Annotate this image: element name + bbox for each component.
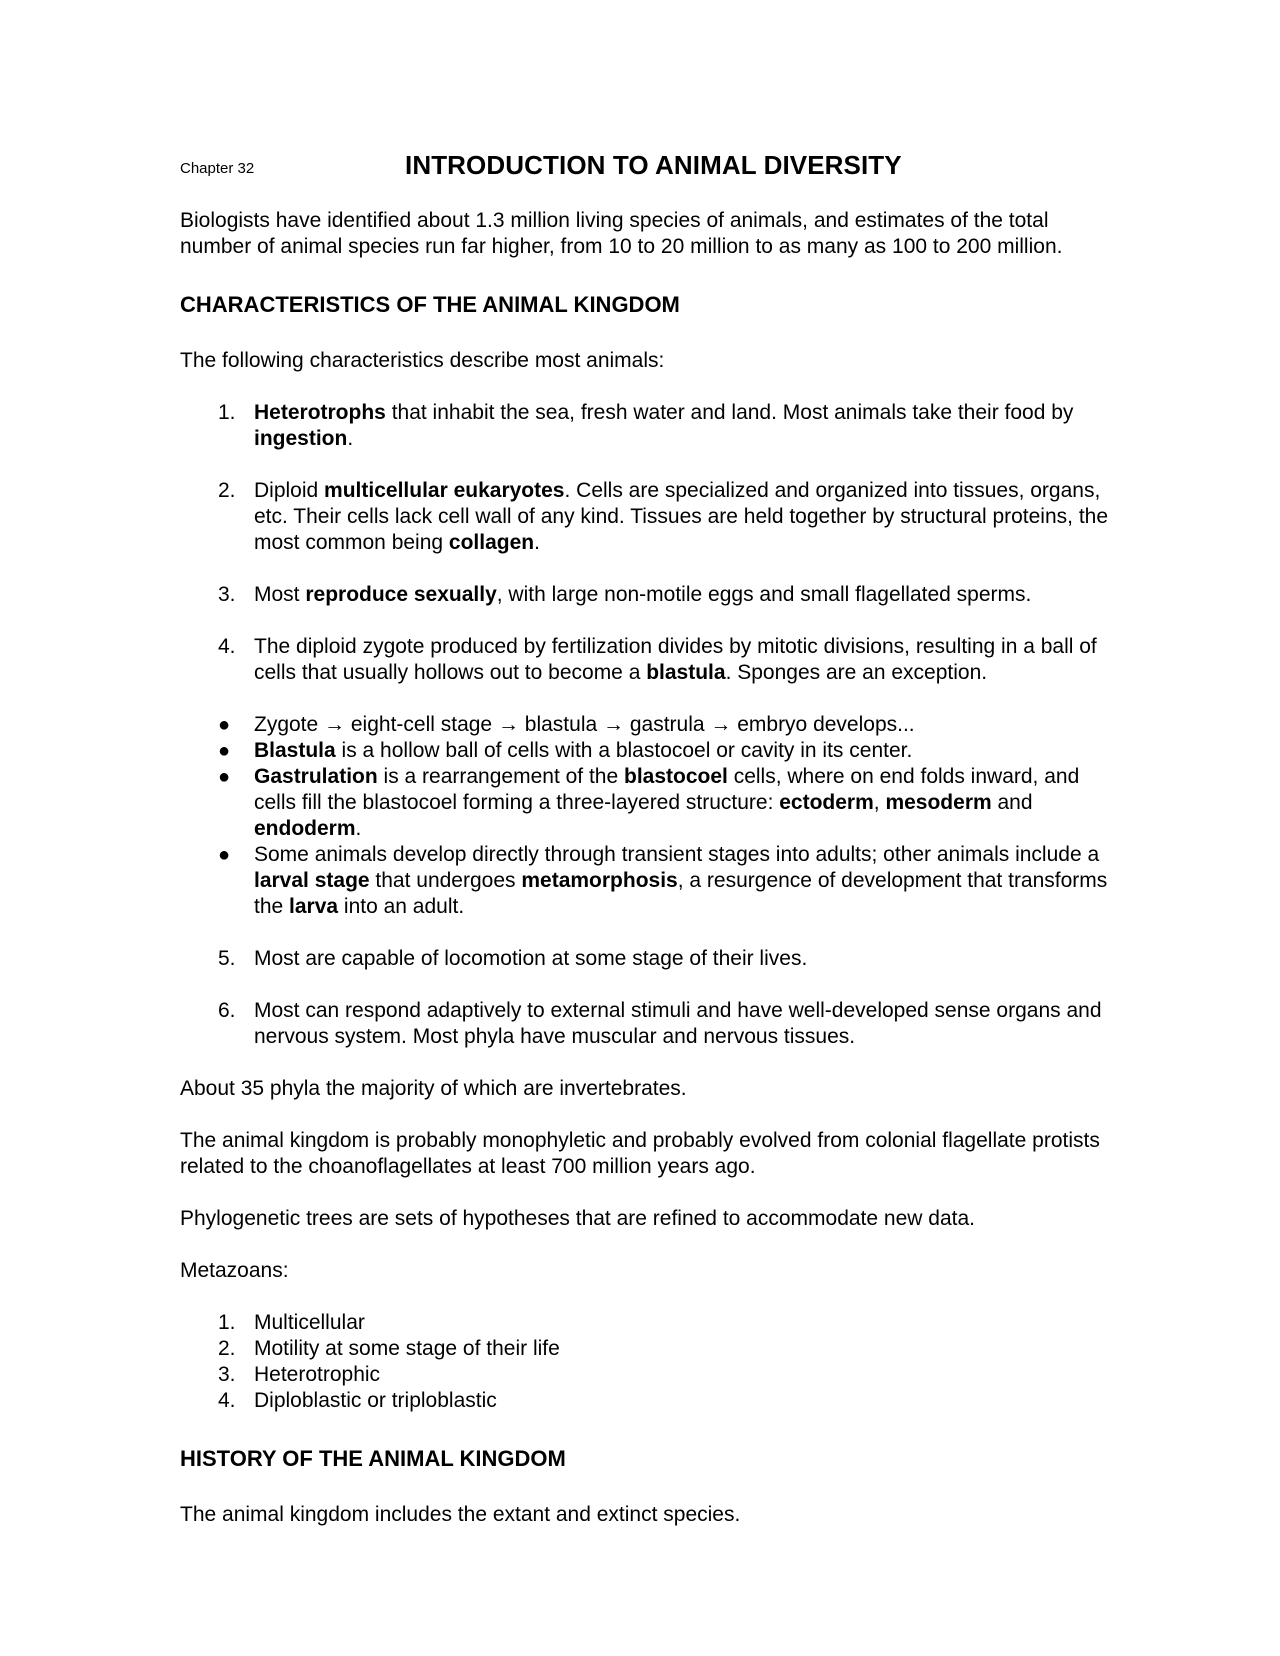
text-span: that undergoes <box>369 869 522 892</box>
text-span: Most <box>254 583 306 606</box>
text-span: Motility at some stage of their life <box>254 1337 560 1360</box>
metazoans-list <box>180 1310 1110 1414</box>
bold-term: ectoderm <box>779 791 874 814</box>
text-span: is a hollow ball of cells with a blastocoel or cavity in its center. <box>335 739 913 762</box>
lead-paragraph: The following characteristics describe most animals: <box>180 349 665 372</box>
list-number: 3. <box>218 583 236 606</box>
text-span: into an adult. <box>338 895 465 918</box>
bold-term: multicellular eukaryotes <box>324 479 565 502</box>
bullet-dot-icon: ● <box>218 844 231 866</box>
characteristics-list <box>180 400 1110 686</box>
intro-paragraph: Biologists have identified about 1.3 million living species of animals, and estimates of the total number of animal species run far higher, from 10 to 20 million to as many as 100 to 200 million. <box>180 209 1063 258</box>
section-heading-history: HISTORY OF THE ANIMAL KINGDOM <box>180 1446 566 1471</box>
body-paragraph: About 35 phyla the majority of which are invertebrates. <box>180 1077 687 1100</box>
text-span: Most can respond adaptively to external stimuli and have well-developed sense organs and nervous system. Most phyla have muscular and nervous tissues. <box>254 999 1102 1048</box>
text-span: . <box>347 427 354 450</box>
bold-term: larva <box>289 895 339 918</box>
body-paragraph: The animal kingdom is probably monophyletic and probably evolved from colonial flagellate protists related to the choanoflagellates at least 700 million years ago. <box>180 1129 1100 1178</box>
text-span: . Sponges are an exception. <box>725 661 988 684</box>
bold-term: reproduce sexually <box>305 583 497 606</box>
bullet-item <box>180 738 1110 764</box>
text-span: Multicellular <box>254 1311 365 1334</box>
bullet-item <box>180 764 1110 842</box>
page-title: INTRODUCTION TO ANIMAL DIVERSITY <box>405 150 902 180</box>
development-bullet-list <box>180 712 1110 920</box>
bullet-dot-icon: ● <box>218 740 231 762</box>
bold-term: endoderm <box>254 817 356 840</box>
bold-term: Blastula <box>254 739 336 762</box>
text-span: Diploid <box>254 479 325 502</box>
text-span: The diploid zygote produced by fertilization divides by mitotic divisions, resulting in a ball of cells that usually hollows out to become a <box>254 635 1097 684</box>
text-span: that inhabit the sea, fresh water and land. Most animals take their food by <box>385 401 1074 424</box>
bold-term: larval stage <box>254 869 370 892</box>
list-number: 2. <box>218 479 236 502</box>
body-paragraph: The animal kingdom includes the extant and extinct species. <box>180 1503 741 1526</box>
bullet-item <box>180 842 1110 920</box>
bold-term: Heterotrophs <box>254 401 386 424</box>
list-item <box>180 400 1110 452</box>
body-paragraph: Metazoans: <box>180 1259 289 1282</box>
list-number: 3. <box>218 1363 236 1386</box>
section-heading-characteristics: CHARACTERISTICS OF THE ANIMAL KINGDOM <box>180 292 680 317</box>
text-span: cells, where on end folds inward, and cells fill the blastocoel forming a three-layered structure: <box>254 765 1080 814</box>
list-item <box>180 582 1110 608</box>
text-span: , a resurgence of development that transforms the <box>254 869 1108 918</box>
list-item <box>180 946 1110 972</box>
list-item <box>180 634 1110 686</box>
text-span: Most are capable of locomotion at some stage of their lives. <box>254 947 808 970</box>
bold-term: Gastrulation <box>254 765 378 788</box>
chapter-label: Chapter 32 <box>180 160 255 177</box>
bold-term: metamorphosis <box>521 869 678 892</box>
list-item <box>180 998 1110 1050</box>
list-number: 5. <box>218 947 236 970</box>
list-number: 1. <box>218 1311 236 1334</box>
list-number: 4. <box>218 1389 236 1412</box>
bullet-dot-icon: ● <box>218 766 231 788</box>
text-span: Heterotrophic <box>254 1363 381 1386</box>
text-span: , with large non-motile eggs and small flagellated sperms. <box>496 583 1032 606</box>
bold-term: ingestion <box>254 427 348 450</box>
body-paragraph: Phylogenetic trees are sets of hypotheses that are refined to accommodate new data. <box>180 1207 975 1230</box>
bold-term: collagen <box>448 531 535 554</box>
list-number: 1. <box>218 401 236 424</box>
text-span: and <box>991 791 1033 814</box>
bold-term: blastula <box>646 661 726 684</box>
list-item <box>180 1336 1110 1362</box>
text-span: Zygote → eight-cell stage → blastula → gastrula → embryo develops... <box>254 713 915 736</box>
list-item <box>180 1362 1110 1388</box>
bold-term: mesoderm <box>885 791 992 814</box>
text-span: . Cells are specialized and organized into tissues, organs, etc. Their cells lack cell wall of any kind. Tissues are held together by structural proteins, the most common being <box>254 479 1109 554</box>
list-item <box>180 1310 1110 1336</box>
list-item <box>180 1388 1110 1414</box>
document-page <box>180 140 1110 1528</box>
list-item <box>180 478 1110 556</box>
text-span: , <box>873 791 886 814</box>
text-span: . <box>355 817 362 840</box>
bullet-dot-icon: ● <box>218 714 231 736</box>
text-span: is a rearrangement of the <box>377 765 624 788</box>
text-span: Some animals develop directly through transient stages into adults; other animals include a <box>254 843 1100 866</box>
bold-term: blastocoel <box>624 765 728 788</box>
page-header <box>180 140 1110 180</box>
characteristics-list-continued <box>180 946 1110 1050</box>
list-number: 4. <box>218 635 236 658</box>
list-number: 2. <box>218 1337 236 1360</box>
text-span: Diploblastic or triploblastic <box>254 1389 497 1412</box>
text-span: . <box>534 531 540 554</box>
bullet-item <box>180 712 1110 738</box>
list-number: 6. <box>218 999 236 1022</box>
